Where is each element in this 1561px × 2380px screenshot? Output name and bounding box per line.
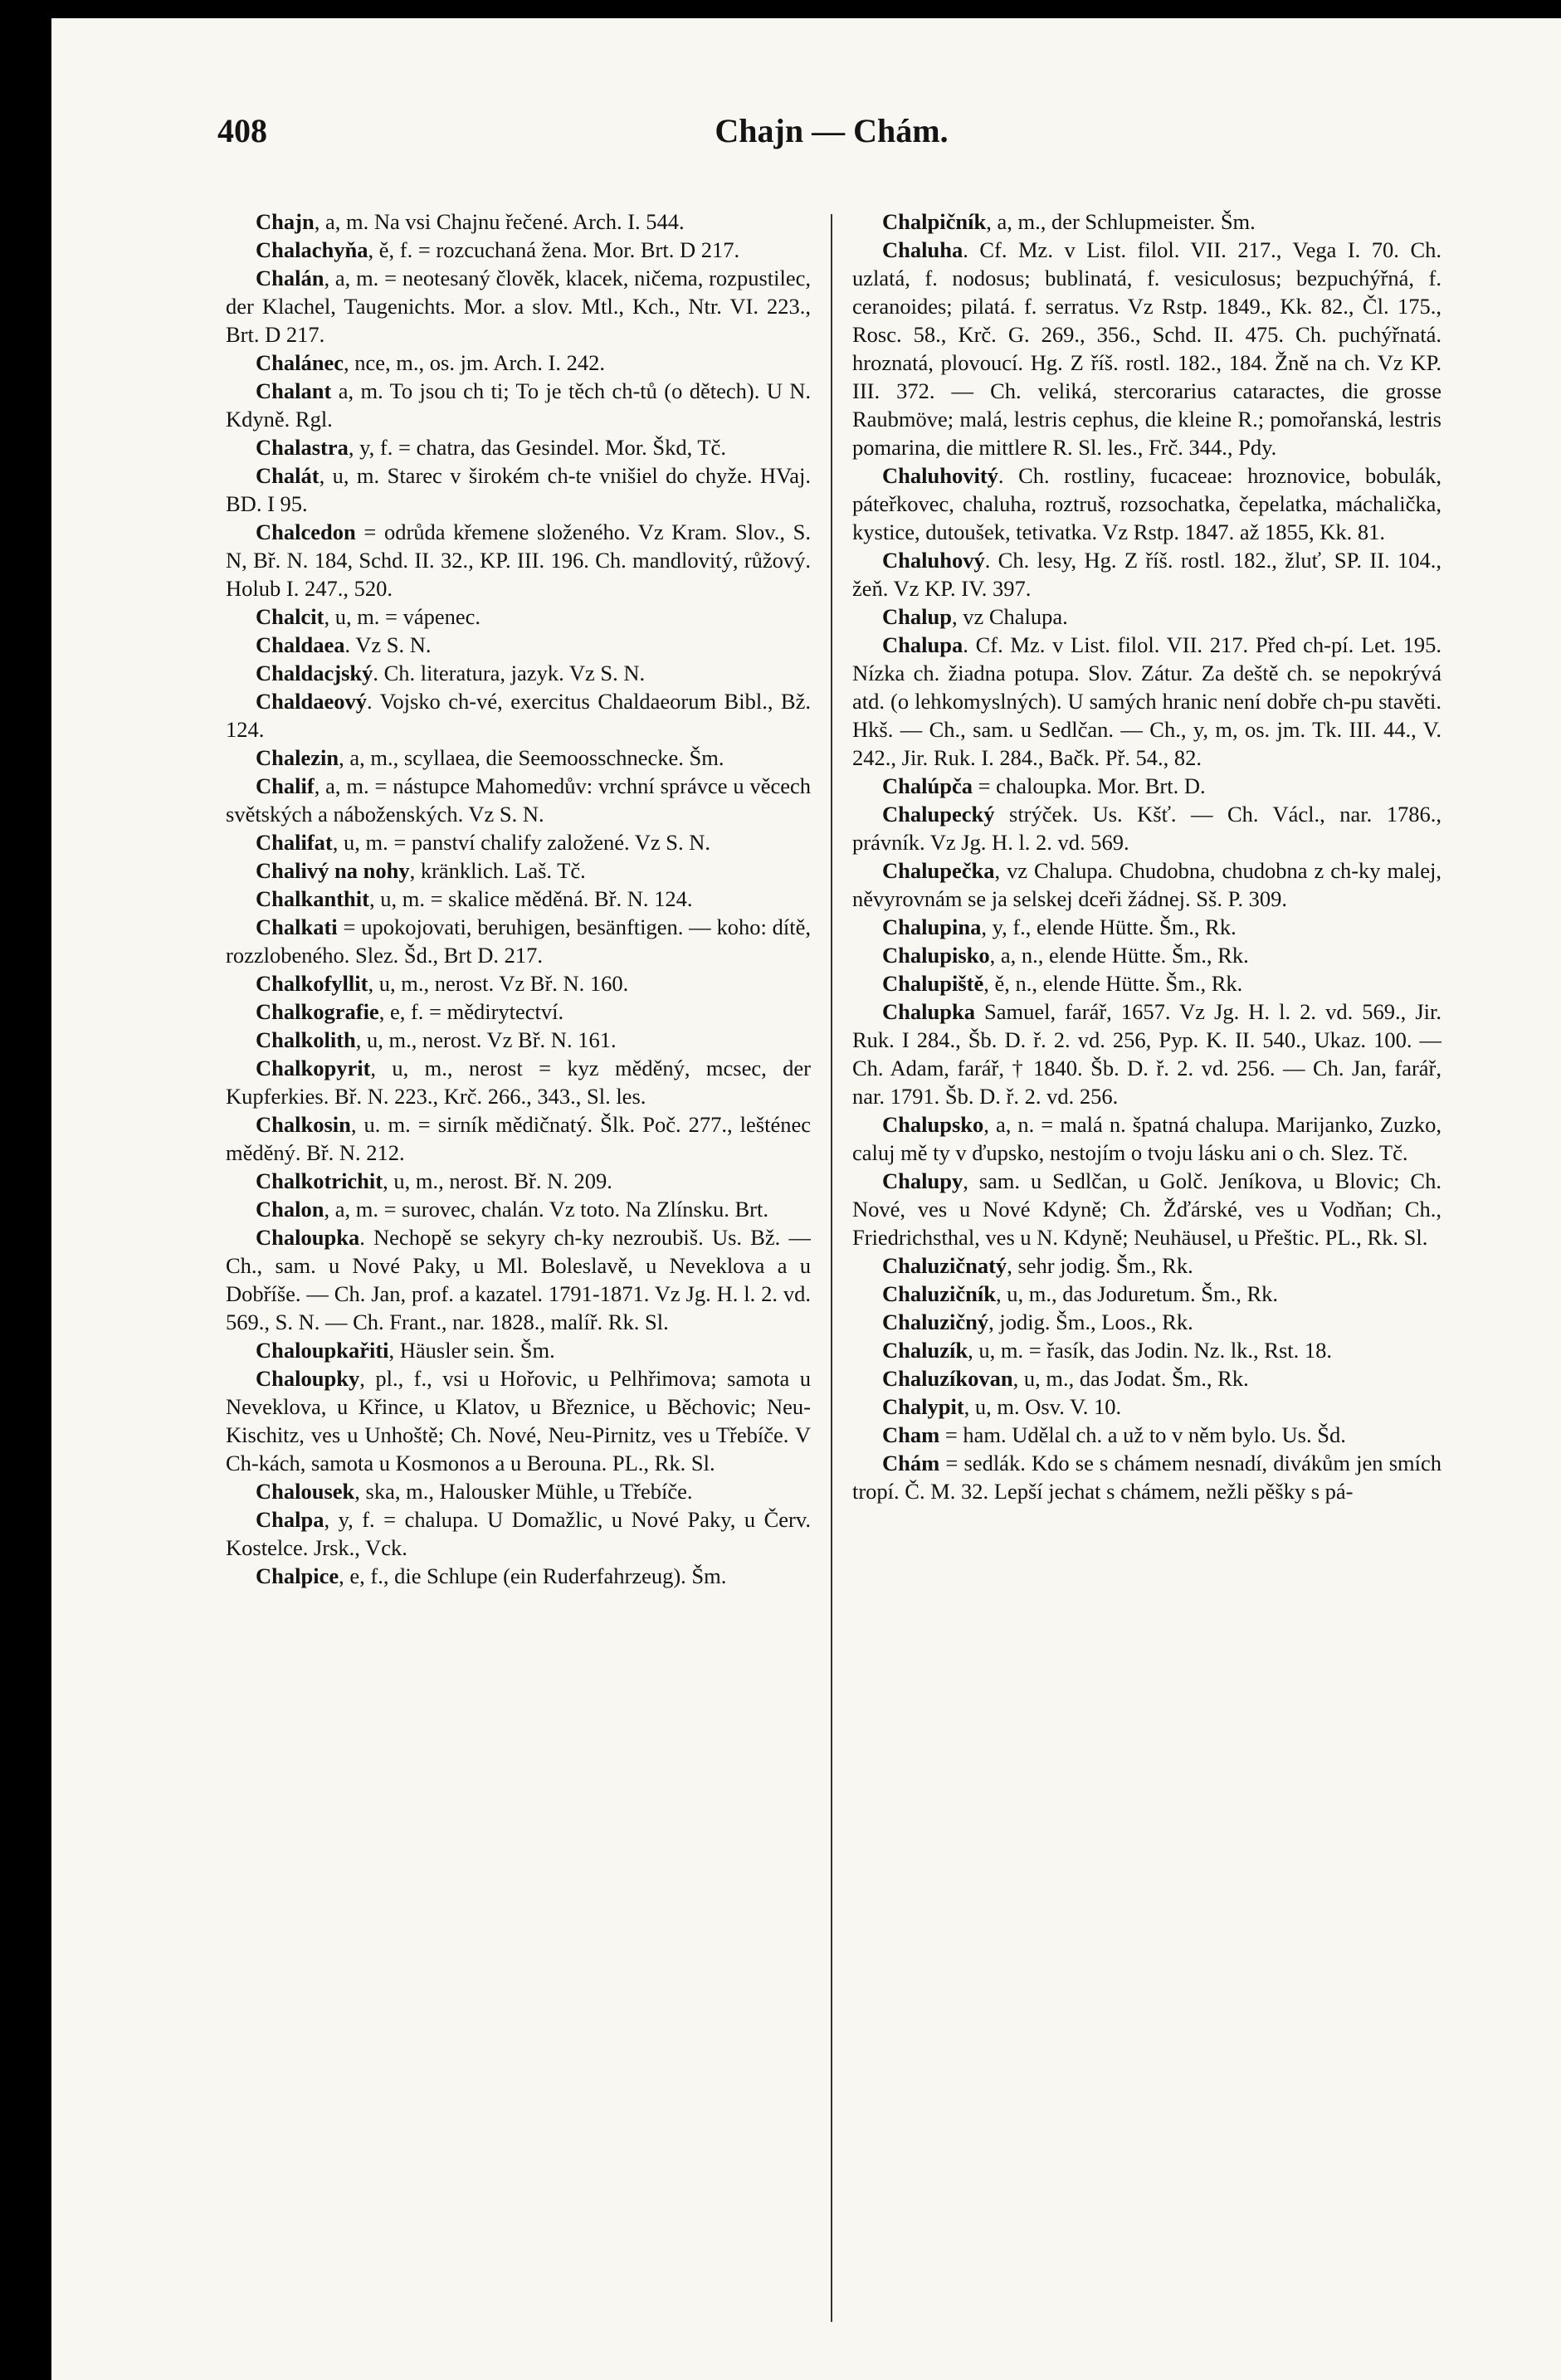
dictionary-entry xyxy=(852,1167,1441,1251)
dictionary-entry xyxy=(226,461,811,518)
entry-headword: Chalkolith xyxy=(256,1027,356,1052)
dictionary-entry xyxy=(852,1449,1441,1505)
entry-definition: , u, m., das Joduretum. Šm., Rk. xyxy=(995,1281,1279,1306)
running-head: Chajn — Chám. xyxy=(715,112,949,149)
entry-definition: , a, m. = neotesaný člověk, klacek, ničema, rozpustilec, der Klachel, Taugenichts. Mor. a slov. Mtl., Kch., Ntr. VI. 223., Brt. D 217. xyxy=(226,266,811,347)
entry-headword: Chalachyňa xyxy=(256,237,368,262)
entry-headword: Chalant xyxy=(256,378,332,403)
entry-headword: Chalezin xyxy=(256,745,339,770)
entry-headword: Chaldaeový xyxy=(256,689,367,714)
dictionary-entry xyxy=(226,631,811,659)
dictionary-entry xyxy=(852,546,1441,602)
entry-definition: . Cf. Mz. v List. filol. VII. 217., Vega I. 70. Ch. uzlatá, f. nodosus; bublinatá, f. vesiculosus; bezpuchýřná, f. ceranoides; pilatá. f. serratus. Vz Rstp. 1849., Kk. 82., Čl. 175., Rosc. 58., Krč. G. 269., 356., Schd. II. 475. Ch. puchýřnatá. hroznatá, plovoucí. Hg. Z říš. rostl. 182., 184. Žně na ch. Vz KP. III. 372. — Ch. veliká, stercorarius cataractes, die grosse Raubmöve; malá, lestris cephus, die kleine R.; pomořanská, lestris pomarina, die mittlere R. Sl. les., Frč. 344., Pdy. xyxy=(852,237,1441,460)
left-column xyxy=(226,207,811,2332)
entry-definition: , kränklich. Laš. Tč. xyxy=(409,858,586,883)
dictionary-entry xyxy=(852,1280,1441,1308)
entry-definition: , pl., f., vsi u Hořovic, u Pelhřimova; samota u Neveklova, u Křince, u Klatov, u Březnice, u Běchovic; Neu-Kischitz, ves u Unhoště; Ch. Nové, Neu-Pirnitz, ves u Třebíče. V Ch-kách, samota u Kosmonos a u Berouna. PL., Rk. Sl. xyxy=(226,1366,811,1475)
entry-definition: , y, f. = chatra, das Gesindel. Mor. Škd, Tč. xyxy=(348,435,726,460)
entry-headword: Chalúpča xyxy=(882,773,973,798)
page-number: 408 xyxy=(217,112,267,149)
entry-definition: , ě, n., elende Hütte. Šm., Rk. xyxy=(983,971,1243,996)
entry-headword: Chaluhový xyxy=(882,548,985,573)
entry-definition: , u, m., das Jodat. Šm., Rk. xyxy=(1012,1366,1249,1391)
entry-headword: Chalon xyxy=(256,1197,324,1222)
entry-definition: = odrůda křemene složeného. Vz Kram. Slov., S. N, Bř. N. 184, Schd. II. 32., KP. III. 196. Ch. mandlovitý, růžový. Holub I. 247., 520. xyxy=(226,519,811,601)
dictionary-entry xyxy=(226,744,811,772)
entry-headword: Chaloupka xyxy=(256,1225,360,1250)
entry-definition: , a, m., der Schlupmeister. Šm. xyxy=(986,209,1256,234)
entry-definition: , a, m., scyllaea, die Seemoosschnecke. Šm. xyxy=(339,745,724,770)
entry-headword: Chalastra xyxy=(256,435,349,460)
entry-headword: Chaloupkařiti xyxy=(256,1338,389,1363)
entry-definition: , e, f. = mědirytectví. xyxy=(378,999,564,1024)
dictionary-entry xyxy=(226,1167,811,1195)
entry-headword: Chalán xyxy=(256,266,324,290)
column-divider xyxy=(831,214,832,2322)
entry-headword: Chám xyxy=(882,1451,940,1475)
entry-definition: , a, n. = malá n. špatná chalupa. Marijanko, Zuzko, caluj mě ty v ďupsko, nestojím o tvoju lásku ani o ch. Slez. Tč. xyxy=(852,1112,1441,1165)
dictionary-entry xyxy=(852,207,1441,236)
entry-definition: , u, m., nerost. Vz Bř. N. 160. xyxy=(368,971,629,996)
entry-definition: , u, m. = řasík, das Jodin. Nz. lk., Rst. 18. xyxy=(968,1338,1333,1363)
entry-definition: , u, m., nerost. Bř. N. 209. xyxy=(383,1168,612,1193)
dictionary-entry xyxy=(852,1251,1441,1280)
dictionary-page xyxy=(51,18,1561,2380)
entry-headword: Chalkopyrit xyxy=(256,1056,371,1080)
dictionary-entry xyxy=(226,885,811,913)
entry-headword: Chalif xyxy=(256,773,315,798)
entry-headword: Chalupecký xyxy=(882,802,995,827)
entry-headword: Chaluha xyxy=(882,237,963,262)
dictionary-entry xyxy=(226,349,811,377)
entry-definition: strýček. Us. Kšť. — Ch. Václ., nar. 1786., právník. Vz Jg. H. l. 2. vd. 569. xyxy=(852,802,1441,855)
entry-headword: Chalivý na nohy xyxy=(256,858,410,883)
dictionary-entry xyxy=(852,1392,1441,1421)
dictionary-entry xyxy=(852,1336,1441,1364)
entry-definition: , u. m. = sirník mědičnatý. Šlk. Poč. 277., lešténec měděný. Bř. N. 212. xyxy=(226,1112,811,1165)
entry-headword: Chaluzík xyxy=(882,1338,968,1363)
entry-definition: = ham. Udělal ch. a už to v něm bylo. Us. Šd. xyxy=(939,1422,1346,1447)
dictionary-entry xyxy=(852,236,1441,461)
entry-headword: Chalup xyxy=(882,604,952,629)
entry-headword: Chalypit xyxy=(882,1394,964,1419)
entry-definition: , u, m. = panství chalify založené. Vz S. N. xyxy=(332,830,711,855)
dictionary-entry xyxy=(226,1026,811,1054)
dictionary-entry xyxy=(226,518,811,602)
dictionary-entry xyxy=(226,1505,811,1562)
entry-headword: Chalkosin xyxy=(256,1112,351,1137)
dictionary-entry xyxy=(852,1110,1441,1167)
entry-headword: Chalát xyxy=(256,463,320,488)
entry-headword: Chaluzíkovan xyxy=(882,1366,1013,1391)
dictionary-entry xyxy=(226,602,811,631)
entry-headword: Chalkofyllit xyxy=(256,971,368,996)
entry-definition: a, m. To jsou ch ti; To je těch ch-tů (o dětech). U N. Kdyně. Rgl. xyxy=(226,378,811,432)
entry-definition: , Häusler sein. Šm. xyxy=(388,1338,555,1363)
entry-definition: , u, m. = skalice měděná. Bř. N. 124. xyxy=(368,886,693,911)
entry-definition: , u, m., nerost. Vz Bř. N. 161. xyxy=(355,1027,617,1052)
dictionary-entry xyxy=(226,1223,811,1336)
entry-definition: , y, f., elende Hütte. Šm., Rk. xyxy=(981,914,1237,939)
entry-headword: Chaldaea xyxy=(256,632,345,657)
entry-definition: , sehr jodig. Šm., Rk. xyxy=(1007,1253,1193,1278)
dictionary-entry xyxy=(852,913,1441,941)
entry-headword: Chalupsko xyxy=(882,1112,984,1137)
dictionary-entry xyxy=(226,433,811,461)
dictionary-entry xyxy=(226,659,811,687)
entry-definition: , a, m. Na vsi Chajnu řečené. Arch. I. 544. xyxy=(314,209,685,234)
entry-definition: , u, m. Starec v širokém ch-te vnišiel do chyže. HVaj. BD. I 95. xyxy=(226,463,811,516)
dictionary-entry xyxy=(226,997,811,1026)
entry-headword: Chalupka xyxy=(882,999,975,1024)
entry-definition: . Vz S. N. xyxy=(344,632,432,657)
entry-definition: . Nechopě se sekyry ch-ky nezroubiš. Us. Bž. — Ch., sam. u Nové Paky, u Ml. Boleslavě, u Neveklova a u Dobříše. — Ch. Jan, prof. a kazatel. 1791-1871. Vz Jg. H. l. 2. vd. 569., S. N. — Ch. Frant., nar. 1828., malíř. Rk. Sl. xyxy=(226,1225,811,1334)
entry-definition: , sam. u Sedlčan, u Golč. Jeníkova, u Blovic; Ch. Nové, ves u Nové Kdyně; Ch. Žďárské, ves u Vodňan; Ch., Friedrichsthal, ves u N. Kdyně; Neuhäusel, u Přeštic. PL., Rk. Sl. xyxy=(852,1168,1441,1250)
dictionary-entry xyxy=(226,856,811,885)
dictionary-entry xyxy=(226,772,811,828)
entry-definition: . Cf. Mz. v List. filol. VII. 217. Před ch-pí. Let. 195. Nízka ch. žiadna potupa. Slov. Zátur. Za deště ch. se nepokrývá atd. (o lehkomyslných). U samých hranic není dobře ch-pu stavěti. Hkš. — Ch., sam. u Sedlčan. — Ch., y, m, os. jm. Tk. III. 44., V. 242., Jir. Ruk. I. 284., Bačk. Př. 54., 82. xyxy=(852,632,1441,770)
dictionary-entry xyxy=(226,1477,811,1505)
dictionary-entry xyxy=(226,207,811,236)
entry-headword: Chaldacjský xyxy=(256,661,373,685)
dictionary-entry xyxy=(226,236,811,264)
entry-headword: Chalpičník xyxy=(882,209,987,234)
dictionary-entry xyxy=(852,1364,1441,1392)
entry-headword: Chalkati xyxy=(256,914,338,939)
dictionary-entry xyxy=(852,997,1441,1110)
entry-headword: Chaloupky xyxy=(256,1366,360,1391)
dictionary-entry xyxy=(226,687,811,744)
dictionary-entry xyxy=(226,1110,811,1167)
entry-headword: Chalupečka xyxy=(882,858,995,883)
dictionary-entry xyxy=(852,461,1441,546)
dictionary-entry xyxy=(226,969,811,997)
entry-definition: , jodig. Šm., Loos., Rk. xyxy=(988,1309,1193,1334)
entry-definition: , e, f., die Schlupe (ein Ruderfahrzeug). Šm. xyxy=(339,1563,727,1588)
entry-headword: Chajn xyxy=(256,209,315,234)
entry-definition: , u, m. Osv. V. 10. xyxy=(963,1394,1122,1419)
dictionary-entry xyxy=(226,828,811,856)
dictionary-entry xyxy=(226,1054,811,1110)
dictionary-entry xyxy=(852,631,1441,772)
entry-definition: = upokojovati, beruhigen, besänftigen. — koho: dítě, rozzlobeného. Slez. Šd., Brt D. 217. xyxy=(226,914,811,968)
entry-headword: Chalpice xyxy=(256,1563,339,1588)
page-header xyxy=(217,111,1446,161)
dictionary-entry xyxy=(852,941,1441,969)
entry-headword: Chalupisko xyxy=(882,943,990,968)
entry-definition: . Ch. lesy, Hg. Z říš. rostl. 182., žluť, SP. II. 104., žeň. Vz KP. IV. 397. xyxy=(852,548,1441,601)
entry-definition: , a, m. = nástupce Mahomedův: vrchní správce u věcech světských a náboženských. Vz S. N. xyxy=(226,773,811,827)
entry-definition: , a, m. = surovec, chalán. Vz toto. Na Zlínsku. Brt. xyxy=(324,1197,768,1222)
dictionary-entry xyxy=(852,602,1441,631)
dictionary-entry xyxy=(852,1421,1441,1449)
entry-headword: Chalánec xyxy=(256,350,344,375)
entry-headword: Chalkanthit xyxy=(256,886,369,911)
dictionary-entry xyxy=(226,377,811,433)
dictionary-entry xyxy=(226,1195,811,1223)
entry-definition: . Ch. literatura, jazyk. Vz S. N. xyxy=(373,661,646,685)
dictionary-entry xyxy=(852,772,1441,800)
entry-definition: , a, n., elende Hütte. Šm., Rk. xyxy=(989,943,1249,968)
entry-definition: , nce, m., os. jm. Arch. I. 242. xyxy=(344,350,606,375)
entry-headword: Chalupy xyxy=(882,1168,963,1193)
entry-headword: Chaluhovitý xyxy=(882,463,998,488)
entry-headword: Chalupa xyxy=(882,632,963,657)
dictionary-entry xyxy=(852,800,1441,856)
dictionary-entry xyxy=(226,1364,811,1477)
right-column xyxy=(852,207,1441,2332)
entry-definition: , vz Chalupa. xyxy=(951,604,1068,629)
entry-headword: Chalupina xyxy=(882,914,982,939)
entry-headword: Chaluzičný xyxy=(882,1309,989,1334)
entry-headword: Chalkografie xyxy=(256,999,379,1024)
dictionary-entry xyxy=(226,1336,811,1364)
entry-headword: Chaluzičnatý xyxy=(882,1253,1007,1278)
entry-headword: Chalupiště xyxy=(882,971,984,996)
entry-definition: , u, m. = vápenec. xyxy=(324,604,481,629)
entry-definition: , u, m., nerost = kyz měděný, mcsec, der Kupferkies. Bř. N. 223., Krč. 266., 343., Sl. les. xyxy=(226,1056,811,1109)
entry-definition: , y, f. = chalupa. U Domažlic, u Nové Paky, u Červ. Kostelce. Jrsk., Vck. xyxy=(226,1507,811,1560)
entry-headword: Chalpa xyxy=(256,1507,324,1532)
entry-definition: = chaloupka. Mor. Brt. D. xyxy=(972,773,1206,798)
entry-definition: . Ch. rostliny, fucaceae: hroznovice, bobulák, páteřkovec, chaluha, roztruš, rozsochatka, čepelatka, máchalička, kystice, dutoušek, tetivatka. Vz Rstp. 1847. až 1855, Kk. 81. xyxy=(852,463,1441,544)
entry-headword: Chaluzičník xyxy=(882,1281,996,1306)
dictionary-entry xyxy=(226,1562,811,1590)
entry-definition: . Vojsko ch-vé, exercitus Chaldaeorum Bibl., Bž. 124. xyxy=(226,689,811,742)
entry-definition: , ska, m., Halousker Mühle, u Třebíče. xyxy=(354,1479,693,1504)
entry-headword: Cham xyxy=(882,1422,940,1447)
entry-headword: Chalkotrichit xyxy=(256,1168,383,1193)
entry-headword: Chalifat xyxy=(256,830,333,855)
entry-definition: = sedlák. Kdo se s chámem nesnadí, divákům jen smích tropí. Č. M. 32. Lepší jechat s chámem, nežli pěšky s pá- xyxy=(852,1451,1441,1504)
dictionary-entry xyxy=(226,264,811,349)
entry-headword: Chalcit xyxy=(256,604,324,629)
entry-definition: , vz Chalupa. Chudobna, chudobna z ch-ky malej, něvyrovnám se ja selskej dceři žádnej. Sš. P. 309. xyxy=(852,858,1441,911)
dictionary-entry xyxy=(852,969,1441,997)
entry-headword: Chalousek xyxy=(256,1479,355,1504)
entry-definition: , ě, f. = rozcuchaná žena. Mor. Brt. D 217. xyxy=(368,237,740,262)
entry-definition: Samuel, farář, 1657. Vz Jg. H. l. 2. vd. 569., Jir. Ruk. I 284., Šb. D. ř. 2. vd. 256, Pyp. K. II. 540., Ukaz. 100. — Ch. Adam, farář, † 1840. Šb. D. ř. 2. vd. 256. — Ch. Jan, farář, nar. 1791. Šb. D. ř. 2. vd. 256. xyxy=(852,999,1441,1109)
dictionary-entry xyxy=(226,913,811,969)
dictionary-entry xyxy=(852,1308,1441,1336)
entry-headword: Chalcedon xyxy=(256,519,356,544)
dictionary-entry xyxy=(852,856,1441,913)
